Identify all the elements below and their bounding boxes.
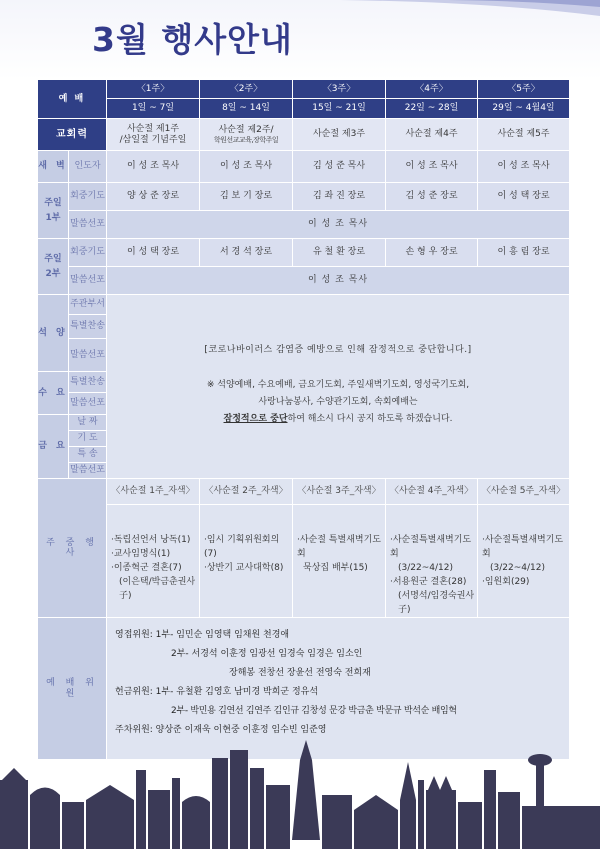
evening-role-sermon: 말씀선포 [69, 339, 107, 372]
service-2-label-line-1: 주일 [44, 254, 62, 265]
event-item: ·사순절특별새벽기도회 [390, 535, 472, 559]
dawn-label: 새 벽 [38, 151, 69, 183]
friday-label: 금 요 [38, 415, 69, 479]
events-week-5 [478, 505, 570, 618]
week-3-header: 〈3주〉 [293, 80, 386, 99]
committee-list [107, 618, 570, 760]
schedule-table [37, 79, 570, 760]
calendar-week-4: 사순절 제4주 [386, 119, 478, 151]
events-week-2 [200, 505, 293, 618]
calendar-week-5: 사순절 제5주 [478, 119, 570, 151]
notice-line-1: [코로나바이러스 감염증 예방으로 인해 잠정적으로 중단합니다.] [204, 344, 472, 355]
week-4-dates: 22일 ~ 28일 [386, 99, 478, 119]
event-item: (3/22~4/12) [490, 563, 545, 573]
evening-role-hymn: 특별찬송 [69, 315, 107, 339]
friday-role-prayer: 기 도 [69, 431, 107, 447]
committee-label: 예 배 위 원 [38, 618, 107, 760]
worship-header: 예 배 [38, 80, 107, 119]
events-week-4-header: 〈사순절 4주_자색〉 [386, 479, 478, 505]
wednesday-label: 수 요 [38, 372, 69, 415]
service-1-label-line-2: 1부 [45, 212, 61, 223]
event-item: ·상반기 교사대학(8) [204, 563, 284, 573]
week-3-dates: 15일 ~ 21일 [293, 99, 386, 119]
dawn-leader-5: 이 성 조 목사 [478, 151, 570, 183]
committee-line: 헌금위원: 1부- 유철환 김영호 남미경 박희군 정유석 [115, 687, 319, 697]
event-item: ·임시 기획위원회의(7) [204, 535, 280, 559]
service-1-prayer-3: 김 좌 진 장로 [293, 183, 386, 211]
dawn-leader-1: 이 성 조 목사 [107, 151, 200, 183]
service-2-prayer-3: 유 철 환 장로 [293, 239, 386, 267]
service-2-label [38, 239, 69, 295]
week-4-header: 〈4주〉 [386, 80, 478, 99]
committee-line: 영접위원: 1부- 임민순 임영택 임채원 천경애 [115, 630, 290, 640]
suspension-notice [107, 295, 570, 479]
event-item: 묵상집 배부(15) [303, 563, 368, 573]
week-2-dates: 8일 ~ 14일 [200, 99, 293, 119]
dawn-leader-3: 김 성 준 목사 [293, 151, 386, 183]
service-1-sermon: 이 성 조 목사 [107, 211, 570, 239]
service-1-label-line-1: 주일 [44, 198, 62, 209]
service-2-prayer-4: 손 형 우 장로 [386, 239, 478, 267]
event-item: ·사순절 특별새벽기도회 [297, 535, 381, 559]
page-title: 3월 행사안내 [92, 20, 293, 59]
events-week-3 [293, 505, 386, 618]
service-1-sermon-role: 말씀선포 [69, 211, 107, 239]
calendar-week-2-line-1: 사순절 제2주/ [218, 125, 274, 136]
week-5-dates: 29일 ~ 4월4일 [478, 99, 570, 119]
week-2-header: 〈2주〉 [200, 80, 293, 99]
event-item: ·독립선언서 낭독(1) [111, 535, 191, 545]
service-2-prayer-1: 이 성 택 장로 [107, 239, 200, 267]
dawn-leader-2: 이 성 조 목사 [200, 151, 293, 183]
notice-line-4-rest: 하여 해소시 다시 공지 하도록 하겠습니다. [287, 414, 453, 425]
calendar-week-1 [107, 119, 200, 151]
week-1-header: 〈1주〉 [107, 80, 200, 99]
service-1-prayer-4: 김 성 준 장로 [386, 183, 478, 211]
event-item: (3/22~4/12) [398, 563, 453, 573]
week-5-header: 〈5주〉 [478, 80, 570, 99]
friday-role-date: 날 짜 [69, 415, 107, 431]
committee-line: 2부- 서경석 이훈정 임광선 임경숙 임경은 임소인 [171, 649, 363, 659]
notice-line-2: ※ 석양예배, 수요예배, 금요기도회, 주일새벽기도회, 영성국기도회, [206, 380, 470, 391]
decorative-swoosh [340, 0, 600, 20]
service-2-label-line-2: 2부 [45, 268, 61, 279]
wednesday-role-sermon: 말씀선포 [69, 393, 107, 415]
service-1-label [38, 183, 69, 239]
service-1-prayer-5: 이 성 택 장로 [478, 183, 570, 211]
event-item: (서명석/임경숙권사 子) [398, 591, 475, 615]
dawn-leader-4: 이 성 조 목사 [386, 151, 478, 183]
service-2-sermon: 이 성 조 목사 [107, 267, 570, 295]
evening-role-dept: 주관부서 [69, 295, 107, 315]
events-week-5-header: 〈사순절 5주_자색〉 [478, 479, 570, 505]
wednesday-role-hymn: 특별찬송 [69, 372, 107, 393]
event-item: (이은택/박금춘권사 子) [119, 577, 196, 601]
calendar-week-2 [200, 119, 293, 151]
calendar-week-1-line-2: /삼일절 기념주일 [119, 134, 187, 145]
friday-role-sermon: 말씀선포 [69, 463, 107, 479]
events-week-1-header: 〈사순절 1주_자색〉 [107, 479, 200, 505]
event-item: ·서용원군 결혼(28) [390, 577, 467, 587]
dawn-role: 인도자 [69, 151, 107, 183]
notice-line-3: 사랑나눔봉사, 수양관기도회, 속회예배는 [258, 397, 418, 408]
event-item: ·임원회(29) [482, 577, 530, 587]
service-1-prayer-1: 양 상 준 장로 [107, 183, 200, 211]
service-2-prayer-5: 이 흥 림 장로 [478, 239, 570, 267]
city-skyline-illustration [0, 740, 600, 849]
service-2-prayer-role: 회중기도 [69, 239, 107, 267]
calendar-week-2-line-2: 학원선교교육,장학주일 [213, 135, 279, 144]
committee-line: 장해봉 전창선 장윤선 전영숙 전희재 [229, 668, 371, 678]
calendar-week-1-line-1: 사순절 제1주 [126, 124, 180, 135]
event-item: ·이종혁군 결혼(7) [111, 563, 182, 573]
week-1-dates: 1일 ~ 7일 [107, 99, 200, 119]
church-calendar-label: 교회력 [38, 119, 107, 151]
notice-emphasis: 잠정적으로 중단 [223, 414, 288, 425]
events-week-1 [107, 505, 200, 618]
friday-role-hymn: 특 송 [69, 447, 107, 463]
events-week-3-header: 〈사순절 3주_자색〉 [293, 479, 386, 505]
service-2-prayer-2: 서 경 석 장로 [200, 239, 293, 267]
notice-line-4 [107, 411, 569, 428]
events-week-2-header: 〈사순절 2주_자색〉 [200, 479, 293, 505]
events-week-4 [386, 505, 478, 618]
committee-line: 주차위원: 양상준 이재욱 이현중 이훈정 임수빈 임준영 [115, 725, 327, 735]
weekly-events-label: 주 중 행 사 [38, 479, 107, 618]
event-item: ·교사임명식(1) [111, 549, 171, 559]
service-1-prayer-role: 회중기도 [69, 183, 107, 211]
service-1-prayer-2: 김 보 기 장로 [200, 183, 293, 211]
committee-line: 2부- 박민용 김연선 김연주 김인규 김창성 문강 박금춘 박문규 박석순 배임혁 [171, 706, 457, 716]
service-2-sermon-role: 말씀선포 [69, 267, 107, 295]
calendar-week-3: 사순절 제3주 [293, 119, 386, 151]
event-item: ·사순절특별새벽기도회 [482, 535, 564, 559]
evening-label: 석 양 [38, 295, 69, 372]
